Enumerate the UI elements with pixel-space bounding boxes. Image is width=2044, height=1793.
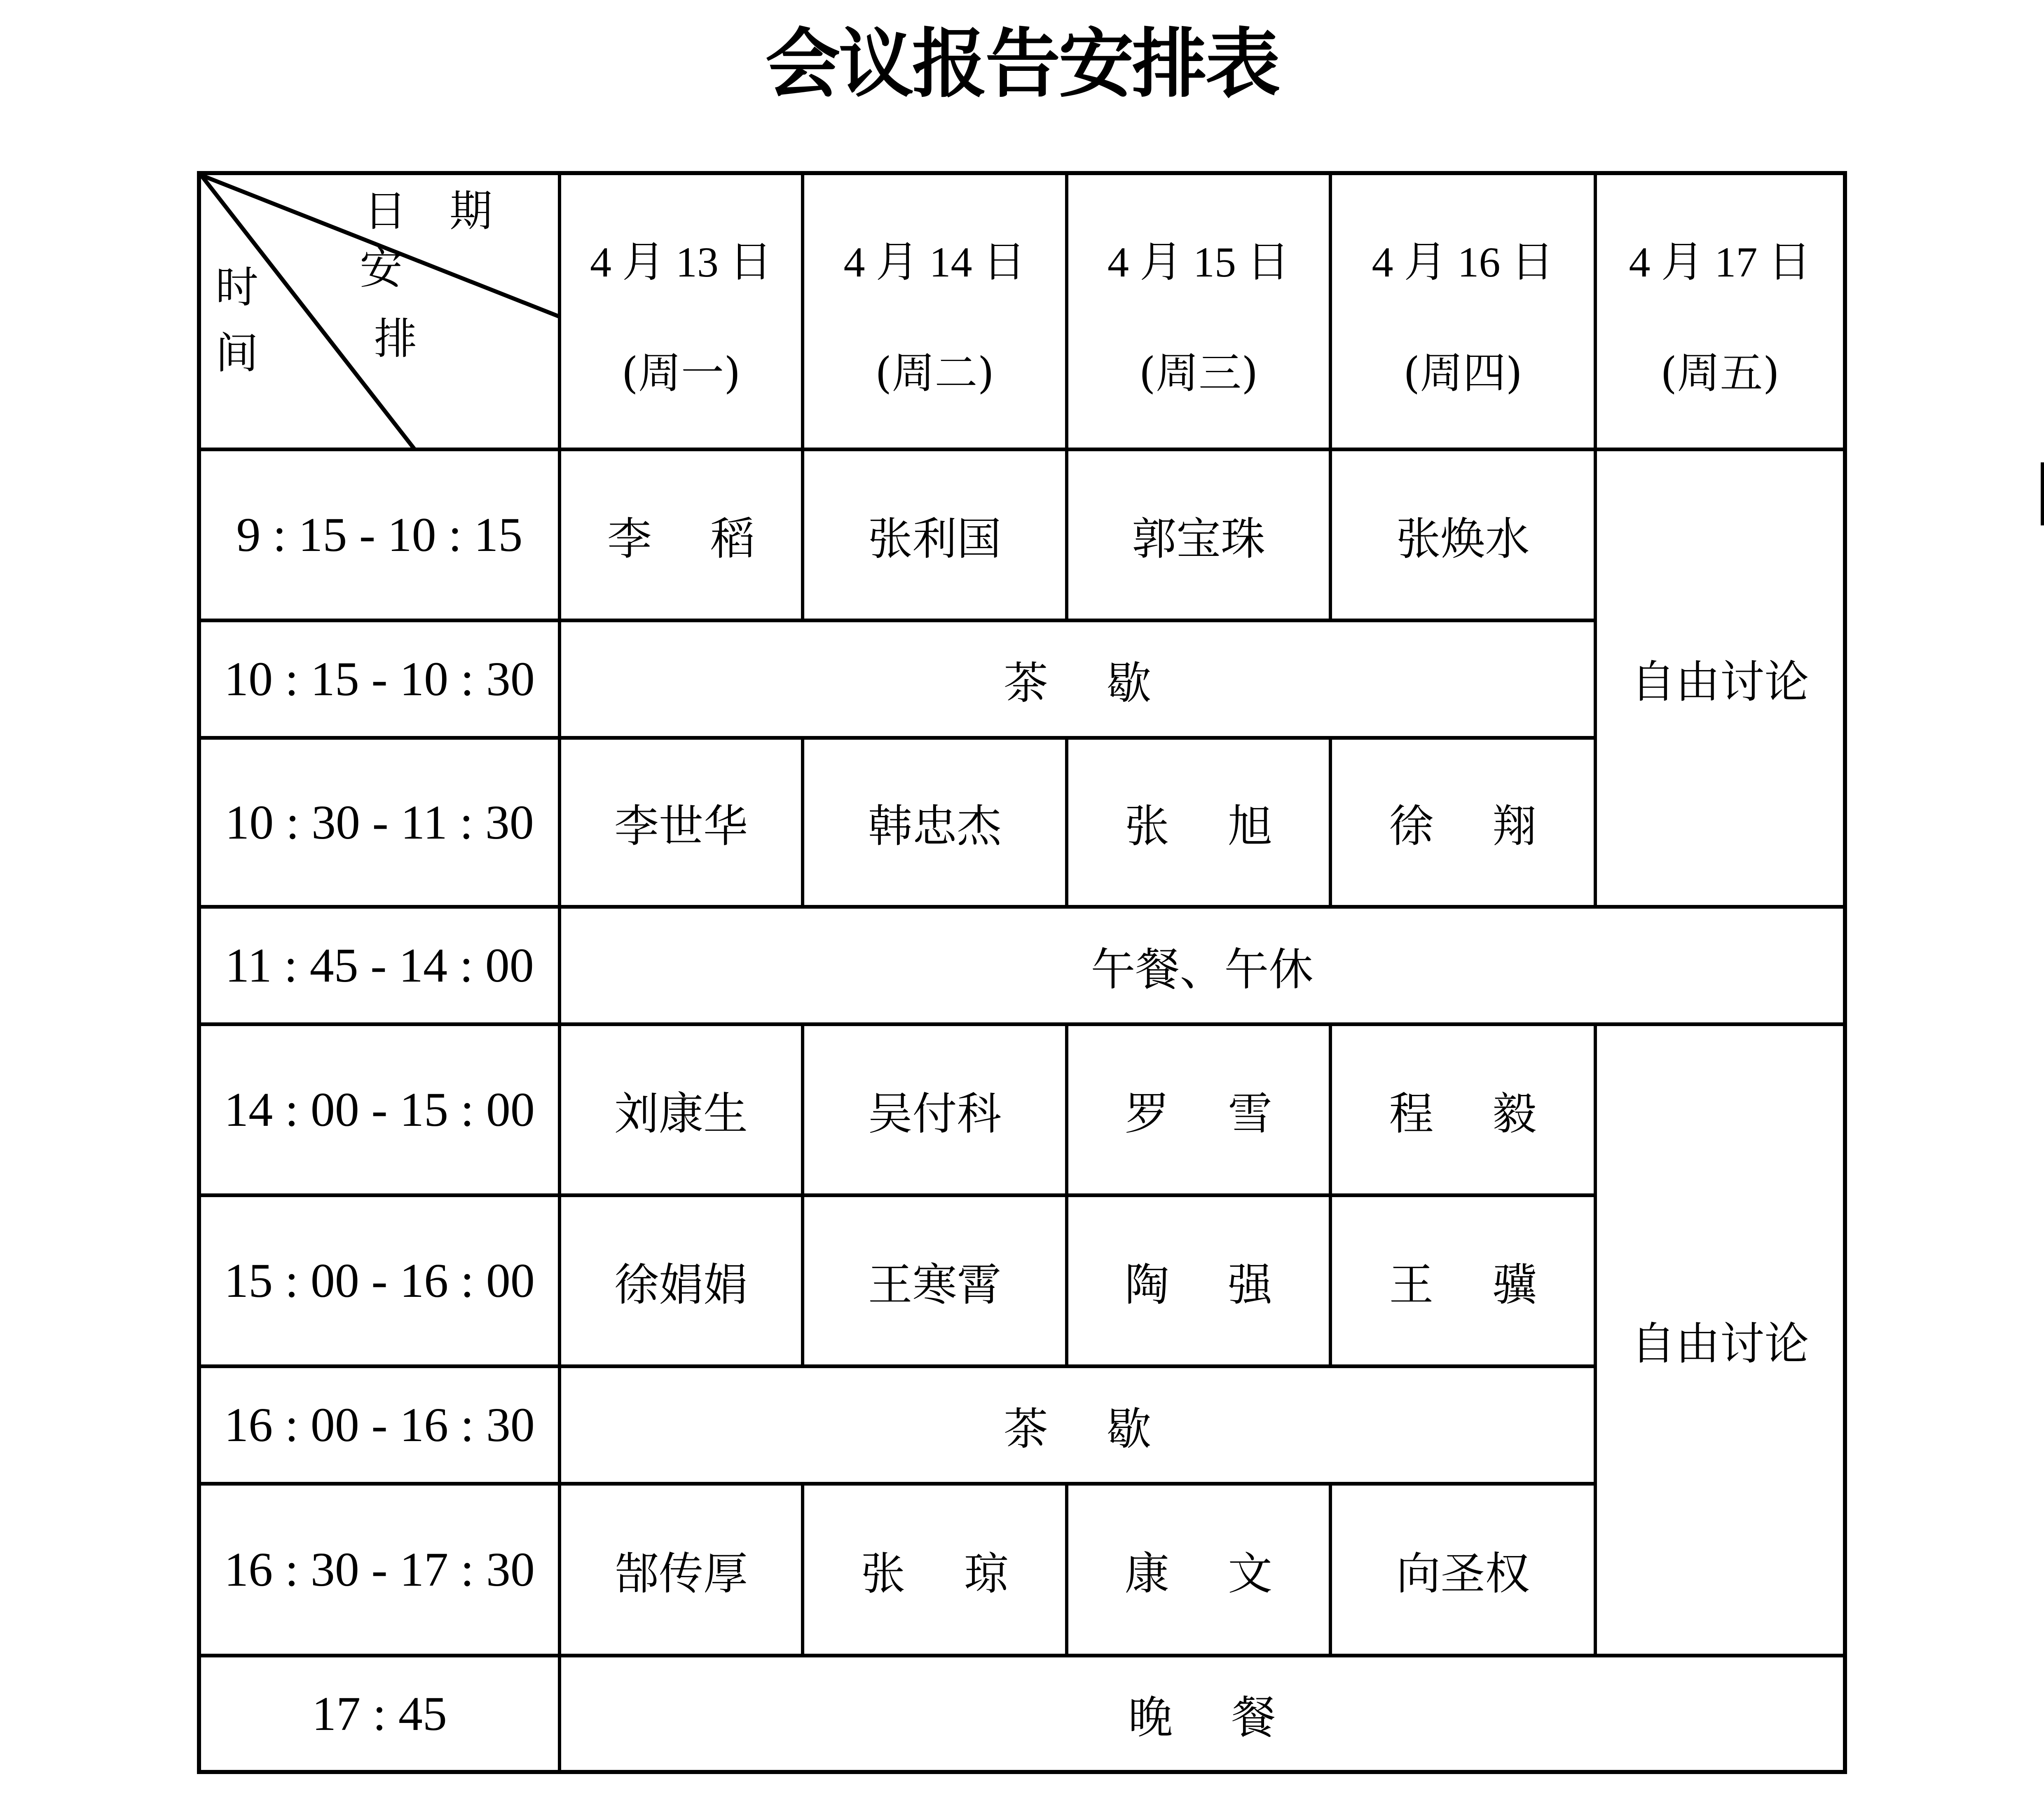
corner-label-time-1: 时 [215, 262, 259, 312]
corner-label-date: 日 期 [364, 186, 493, 236]
time-slot: 16 : 00 - 16 : 30 [201, 1368, 561, 1486]
speaker-cell: 吴付科 [804, 1026, 1068, 1197]
speaker-cell: 郜传厚 [561, 1486, 804, 1657]
speaker-cell: 李 稻 [561, 451, 804, 622]
speaker-cell: 韩忠杰 [804, 740, 1068, 909]
date-header-4: 4 月 17 日 (周五) [1597, 175, 1843, 451]
corner-header-cell [201, 175, 561, 451]
text-cursor-mark [2041, 462, 2044, 525]
speaker-cell: 张利国 [804, 451, 1068, 622]
speaker-cell: 陶 强 [1068, 1197, 1332, 1368]
page-title: 会议报告安排表 [765, 20, 1279, 108]
date-header-3: 4 月 16 日 (周四) [1332, 175, 1597, 451]
speaker-cell: 刘康生 [561, 1026, 804, 1197]
speaker-cell: 李世华 [561, 740, 804, 909]
time-slot: 9 : 15 - 10 : 15 [201, 451, 561, 622]
lunch-cell: 午餐、午休 [561, 909, 1843, 1026]
free-discussion-cell: 自由讨论 [1597, 1026, 1843, 1657]
time-slot: 17 : 45 [201, 1657, 561, 1770]
time-slot: 10 : 30 - 11 : 30 [201, 740, 561, 909]
speaker-cell: 程 毅 [1332, 1026, 1597, 1197]
time-slot: 15 : 00 - 16 : 00 [201, 1197, 561, 1368]
schedule-table [197, 171, 1847, 1774]
corner-label-arrange-2: 排 [374, 314, 417, 364]
speaker-cell: 郭宝珠 [1068, 451, 1332, 622]
dinner-cell: 晚 餐 [1128, 1692, 1276, 1744]
speaker-cell: 王 骥 [1332, 1197, 1597, 1368]
free-discussion-cell: 自由讨论 [1597, 451, 1843, 909]
time-slot: 10 : 15 - 10 : 30 [201, 622, 561, 740]
speaker-cell: 向圣权 [1332, 1486, 1597, 1657]
speaker-cell: 罗 雪 [1068, 1026, 1332, 1197]
time-slot: 14 : 00 - 15 : 00 [201, 1026, 561, 1197]
speaker-cell: 徐娟娟 [561, 1197, 804, 1368]
speaker-cell: 张 旭 [1068, 740, 1332, 909]
speaker-cell: 徐 翔 [1332, 740, 1597, 909]
speaker-cell: 张焕水 [1332, 451, 1597, 622]
corner-label-time-2: 间 [215, 328, 259, 378]
tea-break-cell: 茶 歇 [561, 622, 1597, 740]
speaker-cell: 张 琼 [804, 1486, 1068, 1657]
time-slot: 16 : 30 - 17 : 30 [201, 1486, 561, 1657]
date-header-2: 4 月 15 日 (周三) [1068, 175, 1332, 451]
date-header-0: 4 月 13 日 (周一) [561, 175, 804, 451]
time-slot: 11 : 45 - 14 : 00 [201, 909, 561, 1026]
tea-break-cell: 茶 歇 [561, 1368, 1597, 1486]
date-header-1: 4 月 14 日 (周二) [804, 175, 1068, 451]
speaker-cell: 王寒霄 [804, 1197, 1068, 1368]
speaker-cell: 康 文 [1068, 1486, 1332, 1657]
corner-label-arrange-1: 安 [360, 244, 403, 294]
